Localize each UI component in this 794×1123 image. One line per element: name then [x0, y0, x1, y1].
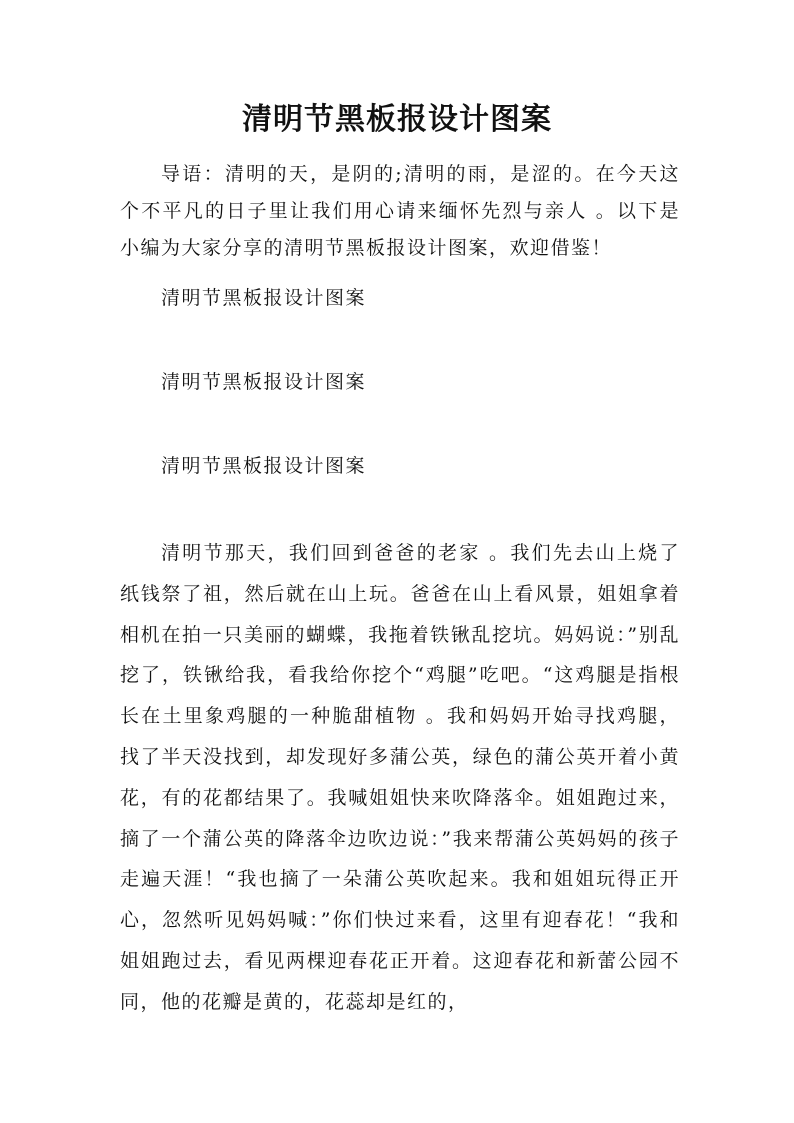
document-title: 清明节黑板报设计图案	[242, 102, 552, 137]
story-paragraph: 清明节那天，我们回到爸爸的老家 。我们先去山上烧了纸钱祭了祖，然后就在山上玩。爸爸在山上看风景，姐姐拿着相机在拍一只美丽的蝴蝶，我拖着铁锹乱挖坑。妈妈说：”别乱挖了，铁锹给我，看我给你挖个“鸡腿”吃吧。“这鸡腿是指根长在土里象鸡腿的一种脆甜植物 。我和妈妈开始寻找鸡腿，找了半天没找到，却发现好多蒲公英，绿色的蒲公英开着小黄花，有的花都结果了。我喊姐姐快来吹降落伞。姐姐跑过来，摘了一个蒲公英的降落伞边吹边说：”我来帮蒲公英妈妈的孩子走遍天涯！“我也摘了一朵蒲公英吹起来。我和姐姐玩得正开心，忽然听见妈妈喊：”你们快过来看，这里有迎春花！“我和姐姐跑过去，看见两棵迎春花正开着。这迎春花和新蕾公园不同，他的花瓣是黄的，花蕊却是红的，	[120, 542, 680, 1013]
image-caption: 清明节黑板报设计图案	[161, 287, 367, 309]
image-caption: 清明节黑板报设计图案	[161, 371, 367, 393]
image-caption: 清明节黑板报设计图案	[161, 455, 367, 477]
intro-paragraph: 导语：清明的天，是阴的;清明的雨，是涩的。在今天这个不平凡的日子里让我们用心请来缅怀先烈与亲人 。以下是小编为大家分享的清明节黑板报设计图案，欢迎借鉴！	[120, 163, 680, 259]
